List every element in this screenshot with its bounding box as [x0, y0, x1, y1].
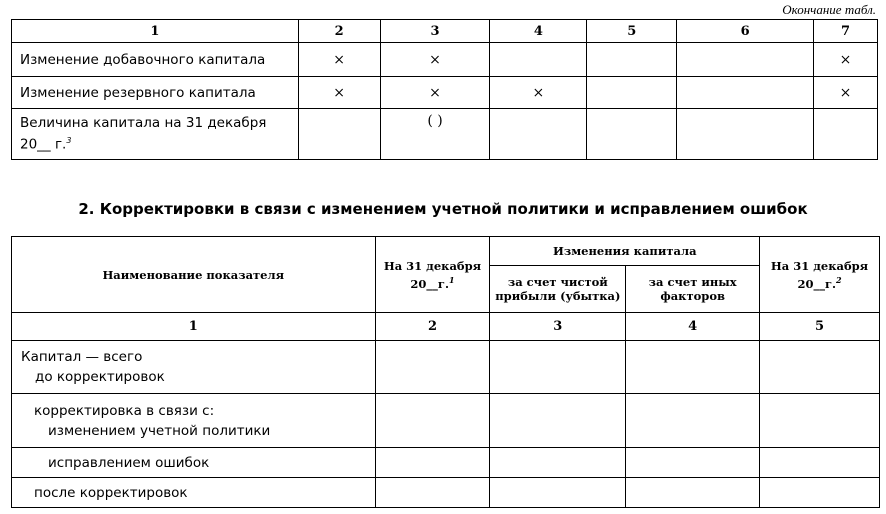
- capital-table-end: [11, 19, 878, 160]
- col-number: 1: [12, 20, 299, 43]
- cell: [490, 109, 587, 160]
- cell: [375, 341, 490, 394]
- header-col4: [626, 266, 760, 313]
- cell: [490, 478, 626, 508]
- header-col5: [760, 237, 880, 313]
- cell: [760, 478, 880, 508]
- row-label-line: до корректировок: [35, 369, 165, 385]
- table-row: [12, 478, 880, 508]
- footnote-mark: 2: [836, 274, 842, 285]
- row-label-line: корректировка в связи с:: [34, 402, 215, 419]
- header-capital-changes: Изменения капитала: [490, 237, 760, 266]
- header-line: На 31 декабря: [383, 258, 482, 273]
- cell: [760, 394, 880, 448]
- cell: [760, 448, 880, 478]
- col-number: 3: [380, 20, 490, 43]
- cell: ×: [380, 77, 490, 109]
- row-label-line: изменением учетной политики: [48, 422, 271, 439]
- cell: [587, 109, 677, 160]
- cell: [677, 43, 814, 77]
- cell: [587, 77, 677, 109]
- table-row: [12, 77, 878, 109]
- header-line: факторов: [660, 289, 725, 304]
- header-indicator-name: Наименование показателя: [12, 237, 376, 313]
- row-label: после корректировок: [12, 478, 376, 508]
- col-number: 5: [587, 20, 677, 43]
- row-label: [12, 394, 376, 448]
- column-number-row: [12, 313, 880, 341]
- cell: [626, 478, 760, 508]
- row-label: [12, 341, 376, 394]
- cell: [375, 478, 490, 508]
- corrections-table: [11, 236, 880, 508]
- table-row: [12, 43, 878, 77]
- table-row: [12, 448, 880, 478]
- cell: [490, 394, 626, 448]
- cell: [677, 77, 814, 109]
- table-row: [12, 394, 880, 448]
- row-label: Изменение добавочного капитала: [12, 43, 299, 77]
- cell: [490, 448, 626, 478]
- col-number: 1: [12, 313, 376, 341]
- col-number: 4: [490, 20, 587, 43]
- header-row: [12, 237, 880, 266]
- table-row: [12, 109, 878, 160]
- cell: ×: [298, 77, 380, 109]
- cell: [814, 109, 878, 160]
- cell: [587, 43, 677, 77]
- header-line: за счет чистой: [507, 275, 608, 290]
- header-line: за счет иных: [648, 275, 737, 290]
- cell: [375, 394, 490, 448]
- cell: [677, 109, 814, 160]
- header-line: 20__г.: [410, 276, 449, 291]
- cell: ×: [490, 77, 587, 109]
- column-number-row: [12, 20, 878, 43]
- col-number: 5: [760, 313, 880, 341]
- cell: [626, 394, 760, 448]
- col-number: 2: [375, 313, 490, 341]
- header-line: На 31 декабря: [770, 258, 869, 273]
- col-number: 3: [490, 313, 626, 341]
- row-label: [12, 109, 299, 160]
- cell: ×: [298, 43, 380, 77]
- table-continuation-note: Окончание табл.: [782, 2, 876, 17]
- section-title: 2. Корректировки в связи с изменением учетной политики и исправлением ошибок: [78, 200, 808, 218]
- table-row: [12, 341, 880, 394]
- cell: ( ): [380, 109, 490, 160]
- cell: ×: [814, 43, 878, 77]
- col-number: 7: [814, 20, 878, 43]
- col-number: 6: [677, 20, 814, 43]
- footnote-mark: 1: [448, 274, 455, 285]
- cell: [298, 109, 380, 160]
- row-label-line: 20__ г.: [20, 136, 67, 153]
- cell: [490, 341, 626, 394]
- cell: [760, 341, 880, 394]
- row-label-line: Капитал — всего: [21, 349, 143, 365]
- footnote-mark: 3: [66, 135, 72, 145]
- cell: [375, 448, 490, 478]
- col-number: 2: [298, 20, 380, 43]
- cell: ×: [814, 77, 878, 109]
- cell: ×: [380, 43, 490, 77]
- header-col2: [375, 237, 490, 313]
- col-number: 4: [626, 313, 760, 341]
- row-label: Изменение резервного капитала: [12, 77, 299, 109]
- header-line: прибыли (убытка): [495, 289, 621, 304]
- header-line: 20__г.: [797, 276, 837, 291]
- row-label-line: Величина капитала на 31 декабря: [20, 114, 267, 131]
- cell: [626, 448, 760, 478]
- cell: [490, 43, 587, 77]
- cell: [626, 341, 760, 394]
- header-col3: [490, 266, 626, 313]
- row-label: исправлением ошибок: [12, 448, 376, 478]
